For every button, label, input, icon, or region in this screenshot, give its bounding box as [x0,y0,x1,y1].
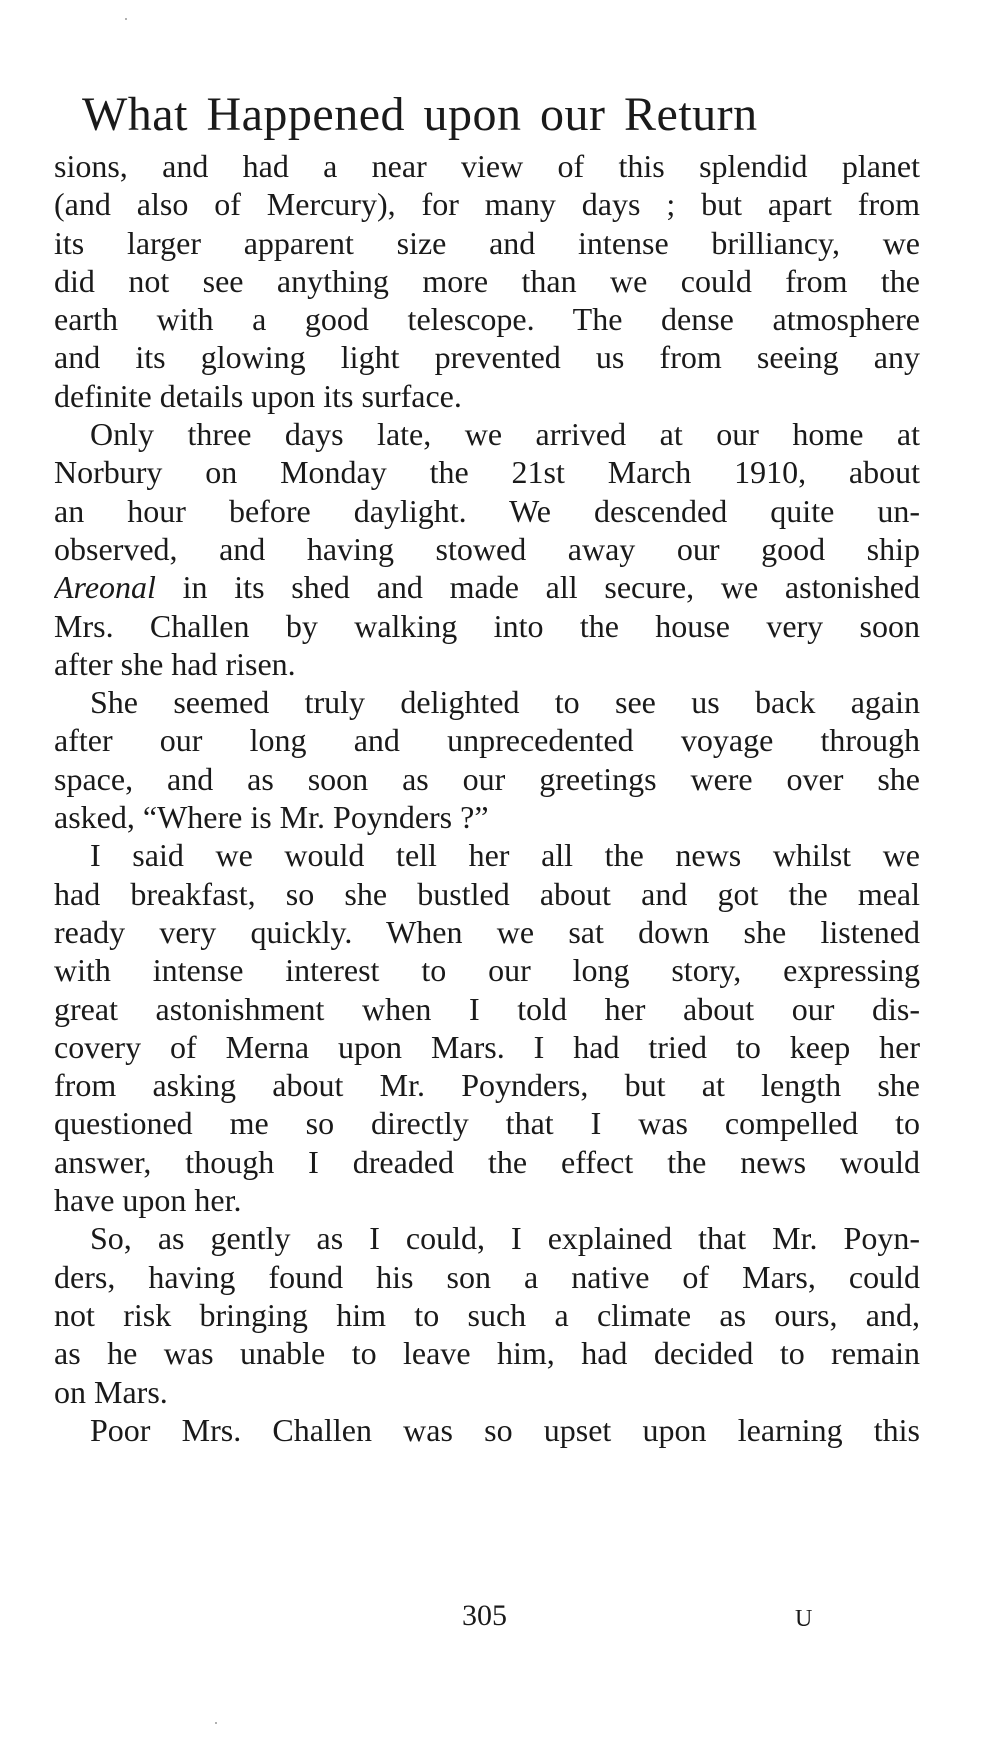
body-text [54,147,920,1449]
text-line: answer, though I dreaded the effect the news would [54,1143,920,1180]
signature-mark: U [795,1606,813,1632]
text-line: Mrs. Challen by walking into the house very soon [54,607,920,644]
text-line: after she had risen. [54,645,296,682]
text-line: observed, and having stowed away our good ship [54,530,920,567]
text-line: covery of Merna upon Mars. I had tried to keep her [54,1028,920,1065]
text-line: as he was unable to leave him, had decided to remain [54,1335,920,1372]
text-line: I said we would tell her all the news whilst we [90,837,920,874]
text-line: Only three days late, we arrived at our home at [90,416,920,453]
text-line: after our long and unprecedented voyage through [54,722,920,759]
text-line: She seemed truly delighted to see us back again [90,684,920,721]
text-line: So, as gently as I could, I explained that Mr. Poyn- [90,1220,920,1257]
text-line: had breakfast, so she bustled about and got the meal [54,875,920,912]
text-line: great astonishment when I told her about our dis- [54,990,920,1027]
paragraph [54,415,920,683]
text-line: on Mars. [54,1373,168,1410]
text-line-with-ship-name [54,568,920,606]
paragraph [54,683,920,836]
text-line: definite details upon its surface. [54,377,462,414]
paragraph [54,836,920,1219]
text-line: (and also of Mercury), for many days ; but apart from [54,186,920,223]
running-head: What Happened upon our Return [82,88,758,141]
text-line: have upon her. [54,1182,242,1219]
text-line: an hour before daylight. We descended quite un- [54,492,920,529]
paragraph [54,1219,920,1410]
text-line: sions, and had a near view of this splendid planet [54,148,920,184]
paper-speck [125,18,127,20]
text-line: ders, having found his son a native of Mars, could [54,1258,920,1295]
paragraph [54,1411,920,1449]
paragraph [54,147,920,415]
text-line: from asking about Mr. Poynders, but at length she [54,1067,920,1104]
text-line: with intense interest to our long story, expressing [54,952,920,989]
text-line: did not see anything more than we could from the [54,262,920,299]
text-line: questioned me so directly that I was compelled to [54,1105,920,1142]
text-line: its larger apparent size and intense brilliancy, we [54,224,920,261]
text-line: and its glowing light prevented us from seeing any [54,339,920,376]
text-line: space, and as soon as our greetings were over she [54,760,920,797]
paper-speck [215,1722,217,1724]
text-line-rest: in its shed and made all secure, we astonished [182,569,920,606]
text-line: asked, “Where is Mr. Poynders ?” [54,799,489,836]
text-line: Poor Mrs. Challen was so upset upon learning this [90,1411,920,1448]
text-line: Norbury on Monday the 21st March 1910, about [54,454,920,491]
page-number: 305 [462,1599,507,1632]
text-line: not risk bringing him to such a climate as ours, and, [54,1296,920,1333]
ship-name: Areonal [54,569,156,606]
text-line: ready very quickly. When we sat down she listened [54,913,920,950]
text-line: earth with a good telescope. The dense atmosphere [54,301,920,338]
